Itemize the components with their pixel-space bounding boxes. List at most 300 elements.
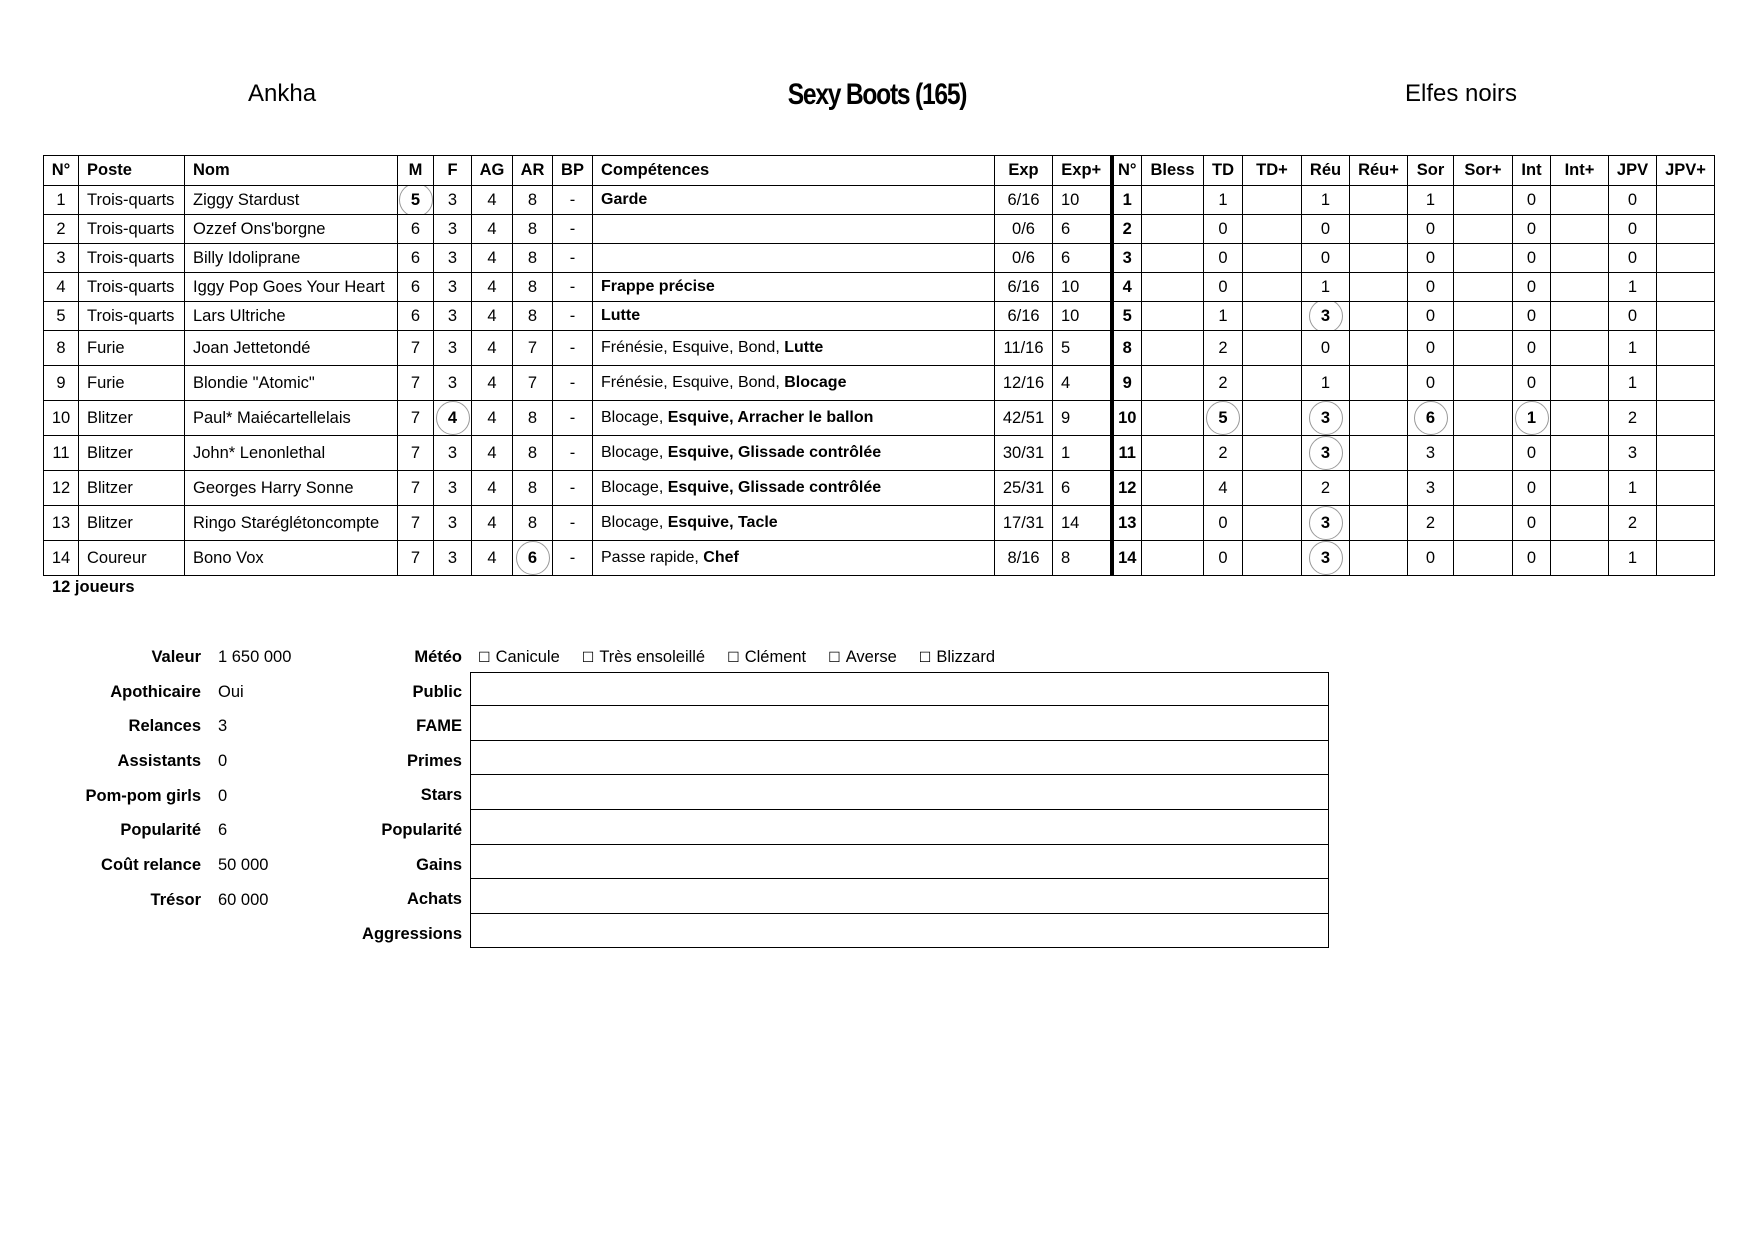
column-header: JPV+ [1657, 156, 1715, 186]
cell-bp: - [553, 273, 593, 302]
team-title: Sexy Boots (165) [787, 78, 967, 111]
column-header: Exp+ [1053, 156, 1112, 186]
cell-nom: Billy Idoliprane [185, 244, 398, 273]
cell-td: 2 [1204, 331, 1243, 366]
cell-sor: 3 [1408, 436, 1454, 471]
meteo-option-label: Canicule [495, 648, 560, 666]
cell-exp: 6/16 [995, 186, 1053, 215]
cell-tdp [1243, 302, 1302, 331]
cell-reu [1302, 541, 1350, 576]
cell-tdp [1243, 331, 1302, 366]
cell-n: 8 [44, 331, 79, 366]
cell-reu: 0 [1302, 244, 1350, 273]
cell-ar: 8 [513, 401, 553, 436]
cell-f: 3 [434, 186, 472, 215]
cell-n2: 13 [1112, 506, 1142, 541]
team-stat-label: Pom-pom girls [85, 786, 201, 805]
column-header: TD [1204, 156, 1243, 186]
cell-intp [1551, 302, 1609, 331]
cell-n: 10 [44, 401, 79, 436]
cell-int: 0 [1513, 331, 1551, 366]
cell-reup [1350, 541, 1408, 576]
match-field-input[interactable] [470, 672, 1329, 707]
cell-n2: 5 [1112, 302, 1142, 331]
cell-jpvp [1657, 331, 1715, 366]
cell-poste: Furie [79, 366, 185, 401]
cell-m: 7 [398, 436, 434, 471]
cell-sor: 0 [1408, 302, 1454, 331]
player-row [44, 244, 1715, 273]
cell-reup [1350, 366, 1408, 401]
base-skills: Frénésie, Esquive, Bond [601, 339, 776, 356]
cell-nom: Ozzef Ons'borgne [185, 215, 398, 244]
cell-reu [1302, 401, 1350, 436]
player-row [44, 436, 1715, 471]
meteo-row [414, 648, 1017, 667]
cell-reu: 1 [1302, 273, 1350, 302]
cell-jpvp [1657, 401, 1715, 436]
cell-exp: 6/16 [995, 302, 1053, 331]
acquired-skills: Lutte [601, 307, 641, 324]
cell-reu: 1 [1302, 366, 1350, 401]
player-row [44, 506, 1715, 541]
cell-bp: - [553, 331, 593, 366]
meteo-option-label: Averse [845, 648, 897, 666]
cell-ag: 4 [472, 244, 513, 273]
cell-jpv: 1 [1609, 366, 1657, 401]
cell-jpv: 1 [1609, 331, 1657, 366]
cell-ag: 4 [472, 331, 513, 366]
cell-m: 7 [398, 506, 434, 541]
cell-expp: 1 [1053, 436, 1112, 471]
cell-tdp [1243, 186, 1302, 215]
cell-int: 0 [1513, 541, 1551, 576]
cell-bp: - [553, 366, 593, 401]
cell-intp [1551, 186, 1609, 215]
cell-sorp [1454, 302, 1513, 331]
cell-ar: 8 [513, 302, 553, 331]
base-skills: Blocage [601, 444, 659, 461]
cell-f: 3 [434, 273, 472, 302]
cell-sor: 0 [1408, 244, 1454, 273]
player-row [44, 366, 1715, 401]
cell-ar: 8 [513, 471, 553, 506]
cell-n2: 4 [1112, 273, 1142, 302]
circled-value: 3 [1309, 506, 1343, 540]
cell-m: 6 [398, 273, 434, 302]
cell-ar: 8 [513, 186, 553, 215]
cell-reup [1350, 331, 1408, 366]
table-header-row [44, 156, 1715, 186]
cell-jpvp [1657, 215, 1715, 244]
cell-n2: 10 [1112, 401, 1142, 436]
cell-poste: Trois-quarts [79, 302, 185, 331]
cell-reu: 0 [1302, 331, 1350, 366]
cell-tdp [1243, 471, 1302, 506]
column-header: Int+ [1551, 156, 1609, 186]
match-field-input[interactable] [470, 741, 1329, 776]
cell-sor: 0 [1408, 215, 1454, 244]
cell-td: 1 [1204, 302, 1243, 331]
column-header: Int [1513, 156, 1551, 186]
cell-m: 6 [398, 244, 434, 273]
cell-bp: - [553, 215, 593, 244]
cell-sorp [1454, 401, 1513, 436]
cell-poste: Blitzer [79, 436, 185, 471]
cell-poste: Trois-quarts [79, 273, 185, 302]
match-field-input[interactable] [470, 914, 1329, 949]
cell-reu: 2 [1302, 471, 1350, 506]
match-field-label: Stars [420, 786, 462, 805]
cell-bless [1142, 436, 1204, 471]
cell-bless [1142, 331, 1204, 366]
cell-expp: 6 [1053, 215, 1112, 244]
cell-sor: 0 [1408, 541, 1454, 576]
cell-jpvp [1657, 273, 1715, 302]
match-field-input[interactable] [470, 845, 1329, 880]
match-field-input[interactable] [470, 810, 1329, 845]
cell-jpvp [1657, 436, 1715, 471]
team-stat-value: 3 [218, 717, 228, 736]
player-row [44, 401, 1715, 436]
cell-n: 14 [44, 541, 79, 576]
cell-bp: - [553, 401, 593, 436]
cell-n: 3 [44, 244, 79, 273]
cell-ar: 8 [513, 506, 553, 541]
cell-f: 3 [434, 541, 472, 576]
cell-sorp [1454, 471, 1513, 506]
cell-tdp [1243, 244, 1302, 273]
cell-skills [593, 215, 995, 244]
cell-expp: 10 [1053, 273, 1112, 302]
cell-jpv: 2 [1609, 401, 1657, 436]
column-header: AR [513, 156, 553, 186]
cell-nom: Ringo Staréglétoncompte [185, 506, 398, 541]
cell-td: 0 [1204, 273, 1243, 302]
cell-tdp [1243, 366, 1302, 401]
circled-value: 5 [399, 186, 433, 215]
cell-reup [1350, 186, 1408, 215]
cell-ar: 8 [513, 244, 553, 273]
cell-tdp [1243, 506, 1302, 541]
cell-n2: 3 [1112, 244, 1142, 273]
cell-jpvp [1657, 506, 1715, 541]
cell-ag: 4 [472, 302, 513, 331]
cell-reu [1302, 436, 1350, 471]
cell-jpvp [1657, 366, 1715, 401]
column-header: AG [472, 156, 513, 186]
acquired-skills: Esquive, Arracher le ballon [667, 409, 874, 426]
team-stat-value: 6 [218, 821, 228, 840]
match-field-label: Achats [406, 890, 462, 909]
cell-tdp [1243, 215, 1302, 244]
cell-reup [1350, 273, 1408, 302]
cell-bless [1142, 401, 1204, 436]
cell-ag: 4 [472, 506, 513, 541]
cell-bp: - [553, 186, 593, 215]
cell-jpvp [1657, 471, 1715, 506]
cell-poste: Trois-quarts [79, 186, 185, 215]
circled-value: 6 [516, 541, 550, 575]
cell-jpvp [1657, 244, 1715, 273]
cell-nom: John* Lenonlethal [185, 436, 398, 471]
match-field-input[interactable] [470, 879, 1329, 914]
cell-jpv: 0 [1609, 244, 1657, 273]
cell-skills [593, 186, 995, 215]
cell-bp: - [553, 302, 593, 331]
cell-reup [1350, 302, 1408, 331]
player-row [44, 273, 1715, 302]
cell-m: 7 [398, 471, 434, 506]
circled-value: 6 [1414, 401, 1448, 435]
cell-expp: 5 [1053, 331, 1112, 366]
cell-bless [1142, 506, 1204, 541]
cell-reu [1302, 506, 1350, 541]
cell-ag: 4 [472, 436, 513, 471]
cell-bless [1142, 273, 1204, 302]
player-row [44, 331, 1715, 366]
cell-sor: 0 [1408, 366, 1454, 401]
base-skills: Frénésie, Esquive, Bond [601, 374, 776, 391]
cell-m: 7 [398, 541, 434, 576]
cell-f: 3 [434, 244, 472, 273]
cell-reu [1302, 302, 1350, 331]
cell-m: 6 [398, 302, 434, 331]
cell-int [1513, 401, 1551, 436]
cell-td [1204, 401, 1243, 436]
cell-f: 3 [434, 215, 472, 244]
cell-sorp [1454, 366, 1513, 401]
cell-ag: 4 [472, 471, 513, 506]
cell-sorp [1454, 331, 1513, 366]
column-header: F [434, 156, 472, 186]
cell-int: 0 [1513, 186, 1551, 215]
cell-jpv: 0 [1609, 215, 1657, 244]
column-header: Poste [79, 156, 185, 186]
meteo-option[interactable] [828, 648, 897, 666]
cell-int: 0 [1513, 506, 1551, 541]
cell-sorp [1454, 436, 1513, 471]
cell-skills: Blocage, Esquive, Arracher le ballon [593, 401, 995, 436]
cell-jpv: 0 [1609, 302, 1657, 331]
acquired-skills: Blocage [784, 374, 847, 391]
cell-td: 2 [1204, 366, 1243, 401]
cell-sor: 0 [1408, 273, 1454, 302]
cell-f: 3 [434, 506, 472, 541]
cell-m: 7 [398, 366, 434, 401]
acquired-skills: Esquive, Glissade contrôlée [667, 444, 882, 461]
cell-reup [1350, 506, 1408, 541]
cell-int: 0 [1513, 215, 1551, 244]
cell-n: 1 [44, 186, 79, 215]
cell-bp: - [553, 541, 593, 576]
cell-reup [1350, 215, 1408, 244]
cell-bless [1142, 244, 1204, 273]
cell-intp [1551, 331, 1609, 366]
cell-f: 3 [434, 366, 472, 401]
team-stat-label: Trésor [150, 890, 201, 909]
cell-bless [1142, 302, 1204, 331]
cell-expp: 10 [1053, 186, 1112, 215]
cell-reu: 1 [1302, 186, 1350, 215]
circled-value: 3 [1309, 401, 1343, 435]
cell-int: 0 [1513, 436, 1551, 471]
cell-sorp [1454, 244, 1513, 273]
cell-td: 4 [1204, 471, 1243, 506]
meteo-option[interactable] [478, 648, 560, 666]
cell-skills: Frénésie, Esquive, Bond, Blocage [593, 366, 995, 401]
cell-nom: Lars Ultriche [185, 302, 398, 331]
cell-sor: 1 [1408, 186, 1454, 215]
cell-n2: 9 [1112, 366, 1142, 401]
cell-expp: 6 [1053, 471, 1112, 506]
acquired-skills: Lutte [784, 339, 824, 356]
circled-value: 3 [1309, 302, 1343, 331]
cell-jpvp [1657, 186, 1715, 215]
cell-f: 3 [434, 331, 472, 366]
cell-skills [593, 244, 995, 273]
cell-n: 11 [44, 436, 79, 471]
circled-value: 3 [1309, 436, 1343, 470]
cell-poste: Blitzer [79, 401, 185, 436]
cell-poste: Furie [79, 331, 185, 366]
team-stat-label: Popularité [120, 821, 201, 840]
cell-m: 7 [398, 401, 434, 436]
player-row [44, 471, 1715, 506]
column-header: Bless [1142, 156, 1204, 186]
cell-ar: 8 [513, 273, 553, 302]
cell-n2: 2 [1112, 215, 1142, 244]
cell-n2: 14 [1112, 541, 1142, 576]
cell-int: 0 [1513, 302, 1551, 331]
cell-skills: Blocage, Esquive, Tacle [593, 506, 995, 541]
cell-skills [593, 302, 995, 331]
team-stat-value: 50 000 [218, 856, 269, 875]
cell-bp: - [553, 471, 593, 506]
cell-n: 13 [44, 506, 79, 541]
cell-int: 0 [1513, 471, 1551, 506]
base-skills: Passe rapide [601, 549, 695, 566]
base-skills: Blocage [601, 514, 659, 531]
cell-skills [593, 273, 995, 302]
team-stat-label: Assistants [117, 752, 201, 771]
cell-reup [1350, 436, 1408, 471]
circled-value: 1 [1515, 401, 1549, 435]
cell-ag: 4 [472, 541, 513, 576]
cell-td: 0 [1204, 215, 1243, 244]
cell-expp: 14 [1053, 506, 1112, 541]
cell-jpv: 1 [1609, 541, 1657, 576]
cell-bless [1142, 366, 1204, 401]
team-stat-value: 60 000 [218, 890, 269, 909]
cell-int: 0 [1513, 273, 1551, 302]
team-stat-label: Valeur [151, 648, 201, 666]
match-field-input[interactable] [470, 706, 1329, 741]
cell-bless [1142, 541, 1204, 576]
checkbox-icon[interactable]: ☐ [918, 649, 932, 665]
cell-jpv: 3 [1609, 436, 1657, 471]
match-field-label: Gains [416, 855, 462, 874]
cell-td: 2 [1204, 436, 1243, 471]
cell-intp [1551, 244, 1609, 273]
cell-ar: 7 [513, 366, 553, 401]
cell-intp [1551, 401, 1609, 436]
cell-m: 6 [398, 215, 434, 244]
checkbox-icon[interactable]: ☐ [727, 649, 740, 665]
cell-tdp [1243, 273, 1302, 302]
checkbox-icon[interactable]: ☐ [478, 649, 491, 665]
cell-ag: 4 [472, 273, 513, 302]
cell-nom: Ziggy Stardust [185, 186, 398, 215]
cell-reup [1350, 244, 1408, 273]
cell-exp: 25/31 [995, 471, 1053, 506]
column-header: Réu+ [1350, 156, 1408, 186]
cell-td: 0 [1204, 506, 1243, 541]
cell-tdp [1243, 401, 1302, 436]
column-header: Compétences [593, 156, 995, 186]
checkbox-icon[interactable]: ☐ [581, 649, 595, 665]
checkbox-icon[interactable]: ☐ [828, 649, 841, 665]
player-row [44, 186, 1715, 215]
cell-intp [1551, 215, 1609, 244]
meteo-option[interactable] [582, 648, 705, 666]
cell-td: 1 [1204, 186, 1243, 215]
cell-exp: 11/16 [995, 331, 1053, 366]
cell-tdp [1243, 541, 1302, 576]
meteo-option[interactable] [727, 648, 806, 666]
cell-poste: Blitzer [79, 471, 185, 506]
cell-f [434, 401, 472, 436]
cell-sorp [1454, 506, 1513, 541]
column-header: N° [1112, 156, 1142, 186]
team-stat-value: 1 650 000 [218, 648, 292, 666]
cell-exp: 6/16 [995, 273, 1053, 302]
player-row [44, 215, 1715, 244]
cell-n: 9 [44, 366, 79, 401]
cell-ag: 4 [472, 215, 513, 244]
cell-jpv: 1 [1609, 273, 1657, 302]
coach-name: Ankha [248, 80, 317, 107]
match-field-input[interactable] [470, 775, 1329, 810]
cell-skills: Blocage, Esquive, Glissade contrôlée [593, 436, 995, 471]
meteo-option[interactable] [919, 648, 995, 666]
circled-value: 5 [1206, 401, 1240, 435]
cell-poste: Trois-quarts [79, 244, 185, 273]
cell-bp: - [553, 506, 593, 541]
team-stat-value: 0 [218, 752, 228, 771]
cell-nom: Georges Harry Sonne [185, 471, 398, 506]
cell-exp: 0/6 [995, 215, 1053, 244]
cell-nom: Paul* Maiécartellelais [185, 401, 398, 436]
cell-expp: 9 [1053, 401, 1112, 436]
cell-exp: 8/16 [995, 541, 1053, 576]
cell-intp [1551, 366, 1609, 401]
roster-table [43, 155, 1715, 576]
cell-exp: 12/16 [995, 366, 1053, 401]
player-count: 12 joueurs [52, 578, 135, 596]
cell-poste: Blitzer [79, 506, 185, 541]
cell-int: 0 [1513, 366, 1551, 401]
cell-m: 7 [398, 331, 434, 366]
cell-ar: 7 [513, 331, 553, 366]
cell-sor: 3 [1408, 471, 1454, 506]
team-stat-value: 0 [218, 786, 228, 805]
cell-n2: 11 [1112, 436, 1142, 471]
cell-f: 3 [434, 302, 472, 331]
cell-expp: 10 [1053, 302, 1112, 331]
cell-intp [1551, 273, 1609, 302]
column-header: TD+ [1243, 156, 1302, 186]
